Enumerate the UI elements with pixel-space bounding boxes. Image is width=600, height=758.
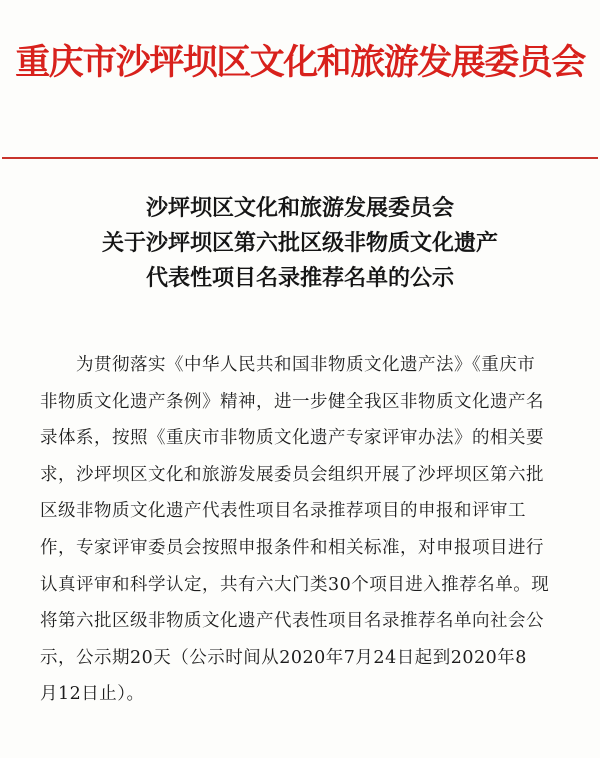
body-line-7: 认真评审和科学认定，共有六大门类30个项目进入推荐名单。现 (40, 574, 550, 595)
letterhead-organization-name: 重庆市沙坪坝区文化和旅游发展委员会 (15, 42, 585, 83)
body-line-4: 求，沙坪坝区文化和旅游发展委员会组织开展了沙坪坝区第六批 (40, 464, 544, 485)
body-line-5: 区级非物质文化遗产代表性项目名录推荐项目的申报和评审工 (40, 501, 526, 522)
body-line-6: 作，专家评审委员会按照申报条件和相关标准，对申报项目进行 (40, 537, 544, 558)
body-line-2: 非物质文化遗产条例》精神，进一步健全我区非物质文化遗产名 (40, 391, 544, 412)
body-line-8: 将第六批区级非物质文化遗产代表性项目名录推荐名单向社会公 (40, 611, 544, 632)
title-line-2: 关于沙坪坝区第六批区级非物质文化遗产 (101, 230, 498, 256)
document-body (40, 347, 580, 713)
letterhead-divider (2, 157, 598, 159)
body-line-9: 示，公示期20天（公示时间从2020年7月24日起到2020年8 (40, 647, 527, 668)
body-line-10: 月12日止）。 (40, 684, 145, 705)
document-title (0, 191, 600, 296)
title-line-1: 沙坪坝区文化和旅游发展委员会 (145, 195, 454, 221)
body-line-1: 为贯彻落实《中华人民共和国非物质文化遗产法》《重庆市 (76, 355, 536, 375)
title-line-3: 代表性项目名录推荐名单的公示 (145, 265, 454, 291)
body-line-3: 录体系，按照《重庆市非物质文化遗产专家评审办法》的相关要 (40, 428, 544, 449)
